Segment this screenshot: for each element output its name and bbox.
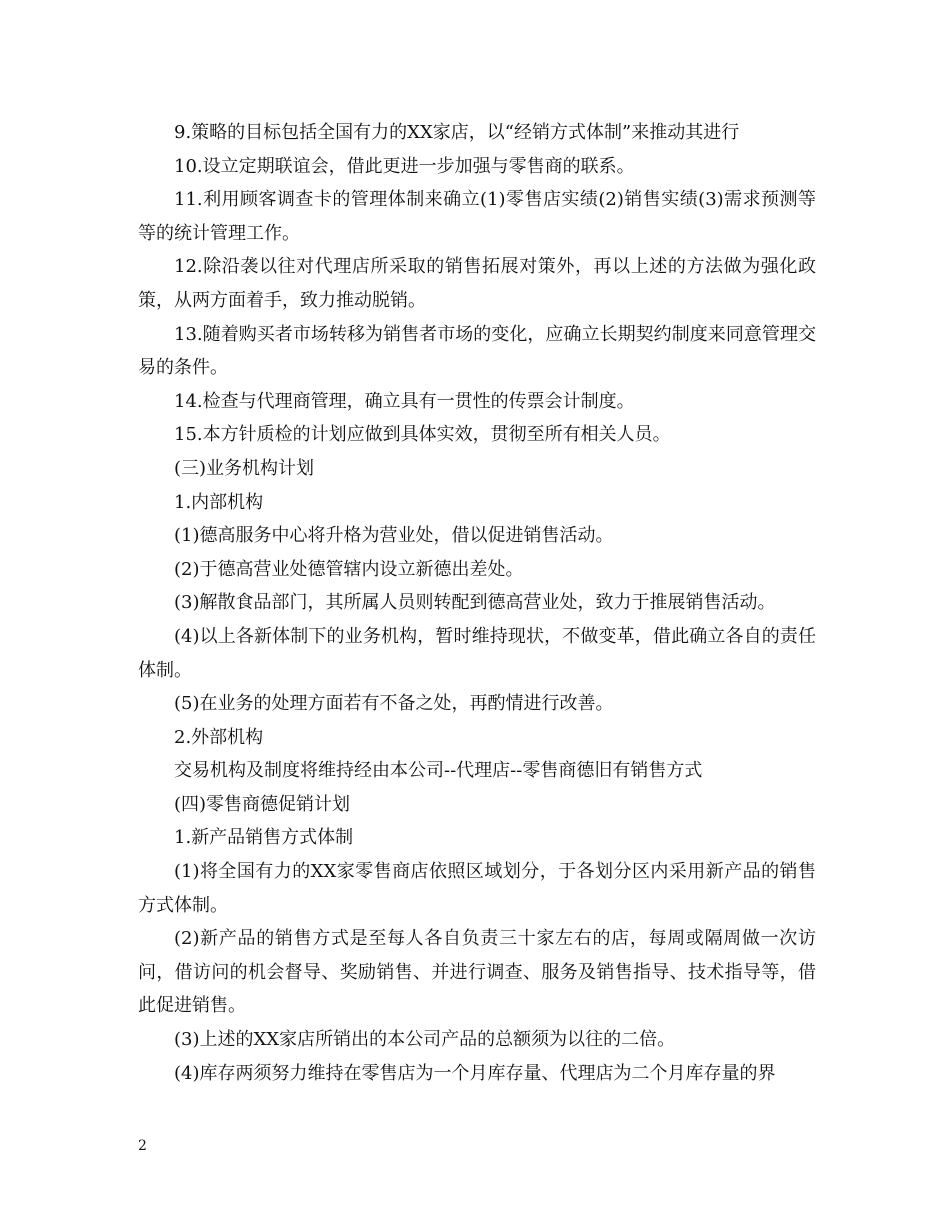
paragraph-item-12: 12.除沿袭以往对代理店所采取的销售拓展对策外，再以上述的方法做为强化政策，从两方面着手，致力推动脱销。 [138, 256, 816, 311]
list-item-internal-3: (3)解散食品部门，其所属人员则转配到德高营业处，致力于推展销售活动。 [174, 592, 776, 614]
subheading-new-product-sales: 1.新产品销售方式体制 [174, 827, 354, 849]
paragraph-external-structure: 交易机构及制度将维持经由本公司--代理店--零售商德旧有销售方式 [174, 760, 703, 782]
section-heading-retailer-promotion: (四)零售商德促销计划 [174, 793, 351, 815]
section-heading-business-structure: (三)业务机构计划 [174, 457, 315, 479]
list-item-sales-2: (2)新产品的销售方式是至每人各自负责三十家左右的店，每周或隔周做一次访问，借访问的机会督导、奖励销售、并进行调查、服务及销售指导、技术指导等，借此促进销售。 [138, 928, 816, 1017]
list-item-internal-1: (1)德高服务中心将升格为营业处，借以促进销售活动。 [174, 525, 614, 547]
subheading-internal-structure: 1.内部机构 [174, 491, 264, 513]
list-item-sales-3: (3)上述的XX家店所销出的本公司产品的总额须为以往的二倍。 [174, 1029, 676, 1051]
paragraph-item-15: 15.本方针质检的计划应做到具体实效，贯彻至所有相关人员。 [174, 424, 671, 446]
list-item-internal-4: (4)以上各新体制下的业务机构，暂时维持现状，不做变革，借此确立各自的责任体制。 [138, 625, 816, 681]
body-text [138, 116, 816, 1090]
list-item-internal-5: (5)在业务的处理方面若有不备之处，再酌情进行改善。 [174, 693, 614, 715]
paragraph-item-13: 13.随着购买者市场转移为销售者市场的变化，应确立长期契约制度来同意管理交易的条件。 [138, 323, 816, 379]
list-item-sales-1: (1)将全国有力的XX家零售商店依照区域划分，于各划分区内采用新产品的销售方式体制。 [138, 861, 816, 916]
paragraph-item-9: 9.策略的目标包括全国有力的XX家店，以“经销方式体制”来推动其进行 [174, 122, 740, 143]
paragraph-item-11: 11.利用顾客调查卡的管理体制来确立(1)零售店实绩(2)销售实绩(3)需求预测等等的统计管理工作。 [138, 189, 816, 244]
subheading-external-structure: 2.外部机构 [174, 726, 264, 748]
paragraph-item-10: 10.设立定期联谊会，借此更进一步加强与零售商的联系。 [174, 155, 635, 177]
paragraph-item-14: 14.检查与代理商管理，确立具有一贯性的传票会计制度。 [174, 390, 635, 412]
list-item-internal-2: (2)于德高营业处德管辖内设立新德出差处。 [174, 558, 524, 580]
page-number: 2 [138, 1138, 147, 1154]
list-item-sales-4: (4)库存两须努力维持在零售店为一个月库存量、代理店为二个月库存量的界 [174, 1062, 776, 1084]
